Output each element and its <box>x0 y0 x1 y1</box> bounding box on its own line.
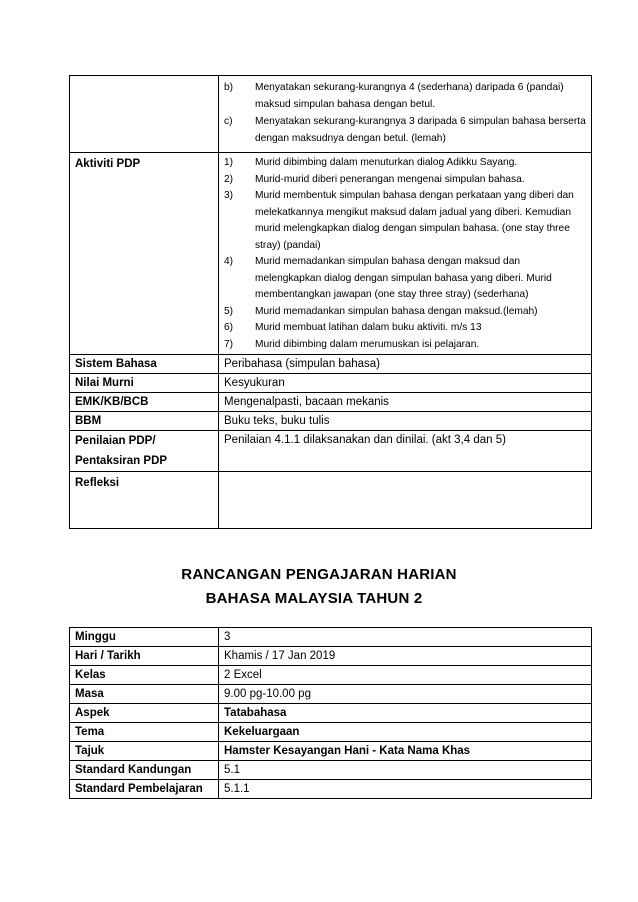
nilai-murni-label: Nilai Murni <box>70 374 219 393</box>
bbm-label: BBM <box>70 412 219 431</box>
table-row <box>70 685 592 704</box>
list-item: 4) Murid memadankan simpulan bahasa dengan maksud dan melengkapkan dialog dengan simpulan bahasa yang diberi. Murid membentangkan jawapan (one stay three stray) (sederhana) <box>224 256 552 300</box>
list-item: 2) Murid-murid diberi penerangan mengenai simpulan bahasa. <box>224 173 525 185</box>
bbm-row <box>70 412 592 431</box>
objectives-row <box>70 76 592 153</box>
hari-tarikh-label: Hari / Tarikh <box>70 647 219 666</box>
penilaian-value: Penilaian 4.1.1 dilaksanakan dan dinilai. (akt 3,4 dan 5) <box>219 431 592 472</box>
nilai-murni-value: Kesyukuran <box>219 374 592 393</box>
tajuk-value: Hamster Kesayangan Hani - Kata Nama Khas <box>219 742 592 761</box>
hari-tarikh-value: Khamis / 17 Jan 2019 <box>219 647 592 666</box>
emk-value: Mengenalpasti, bacaan mekanis <box>219 393 592 412</box>
tema-value: Kekeluargaan <box>219 723 592 742</box>
tajuk-label: Tajuk <box>70 742 219 761</box>
refleksi-label: Refleksi <box>70 472 219 529</box>
aspek-value: Tatabahasa <box>219 704 592 723</box>
aktiviti-value-cell <box>219 153 592 355</box>
minggu-label: Minggu <box>70 628 219 647</box>
refleksi-row <box>70 472 592 529</box>
penilaian-label-line1: Penilaian PDP/ <box>75 435 156 447</box>
emk-label: EMK/KB/BCB <box>70 393 219 412</box>
list-item: 3) Murid membentuk simpulan bahasa dengan perkataan yang diberi dan melekatkannya mengikut maksud dalam jadual yang diberi. Kemudian murid melengkapkan dialog dengan simpulan bahasa. (one stay three stray) (pandai) <box>224 190 574 251</box>
penilaian-label-line2: Pentaksiran PDP <box>75 455 168 467</box>
list-item: 1) Murid dibimbing dalam menuturkan dialog Adikku Sayang. <box>224 157 518 168</box>
table-row <box>70 704 592 723</box>
nilai-murni-row <box>70 374 592 393</box>
table-row <box>70 761 592 780</box>
emk-row <box>70 393 592 412</box>
kelas-value: 2 Excel <box>219 666 592 685</box>
objectives-label-cell <box>70 76 219 153</box>
standard-kandungan-label: Standard Kandungan <box>70 761 219 780</box>
bbm-value: Buku teks, buku tulis <box>219 412 592 431</box>
table-row <box>70 723 592 742</box>
aktiviti-list <box>224 155 586 353</box>
sistem-bahasa-value: Peribahasa (simpulan bahasa) <box>219 355 592 374</box>
masa-value: 9.00 pg-10.00 pg <box>219 685 592 704</box>
sistem-bahasa-label: Sistem Bahasa <box>70 355 219 374</box>
table-row <box>70 780 592 799</box>
standard-kandungan-value: 5.1 <box>219 761 592 780</box>
kelas-label: Kelas <box>70 666 219 685</box>
masa-label: Masa <box>70 685 219 704</box>
list-item: c) Menyatakan sekurang-kurangnya 3 daripada 6 simpulan bahasa berserta dengan maksudnya dengan betul. (lemah) <box>224 116 586 144</box>
table-row <box>70 666 592 685</box>
document-subtitle: BAHASA MALAYSIA TAHUN 2 <box>205 590 423 607</box>
lesson-info-table <box>69 627 592 799</box>
sistem-bahasa-row <box>70 355 592 374</box>
refleksi-value <box>219 472 592 529</box>
lesson-plan-table-continued <box>69 75 592 529</box>
aspek-label: Aspek <box>70 704 219 723</box>
document-title: RANCANGAN PENGAJARAN HARIAN <box>181 566 457 583</box>
tema-label: Tema <box>70 723 219 742</box>
table-row <box>70 628 592 647</box>
list-item: 5) Murid memadankan simpulan bahasa dengan maksud.(lemah) <box>224 305 538 317</box>
aktiviti-label: Aktiviti PDP <box>70 153 219 355</box>
table-row <box>70 647 592 666</box>
minggu-value: 3 <box>219 628 592 647</box>
table-row <box>70 742 592 761</box>
objectives-value-cell <box>219 76 592 153</box>
standard-pembelajaran-label: Standard Pembelajaran <box>70 780 219 799</box>
aktiviti-row <box>70 153 592 355</box>
list-item: 6) Murid membuat latihan dalam buku aktiviti. m/s 13 <box>224 322 482 333</box>
penilaian-label-cell <box>70 431 219 472</box>
objectives-list <box>224 79 586 147</box>
list-item: b) Menyatakan sekurang-kurangnya 4 (sederhana) daripada 6 (pandai) maksud simpulan bahasa dengan betul. <box>224 82 564 110</box>
standard-pembelajaran-value: 5.1.1 <box>219 780 592 799</box>
list-item: 7) Murid dibimbing dalam merumuskan isi pelajaran. <box>224 338 480 350</box>
penilaian-row <box>70 431 592 472</box>
